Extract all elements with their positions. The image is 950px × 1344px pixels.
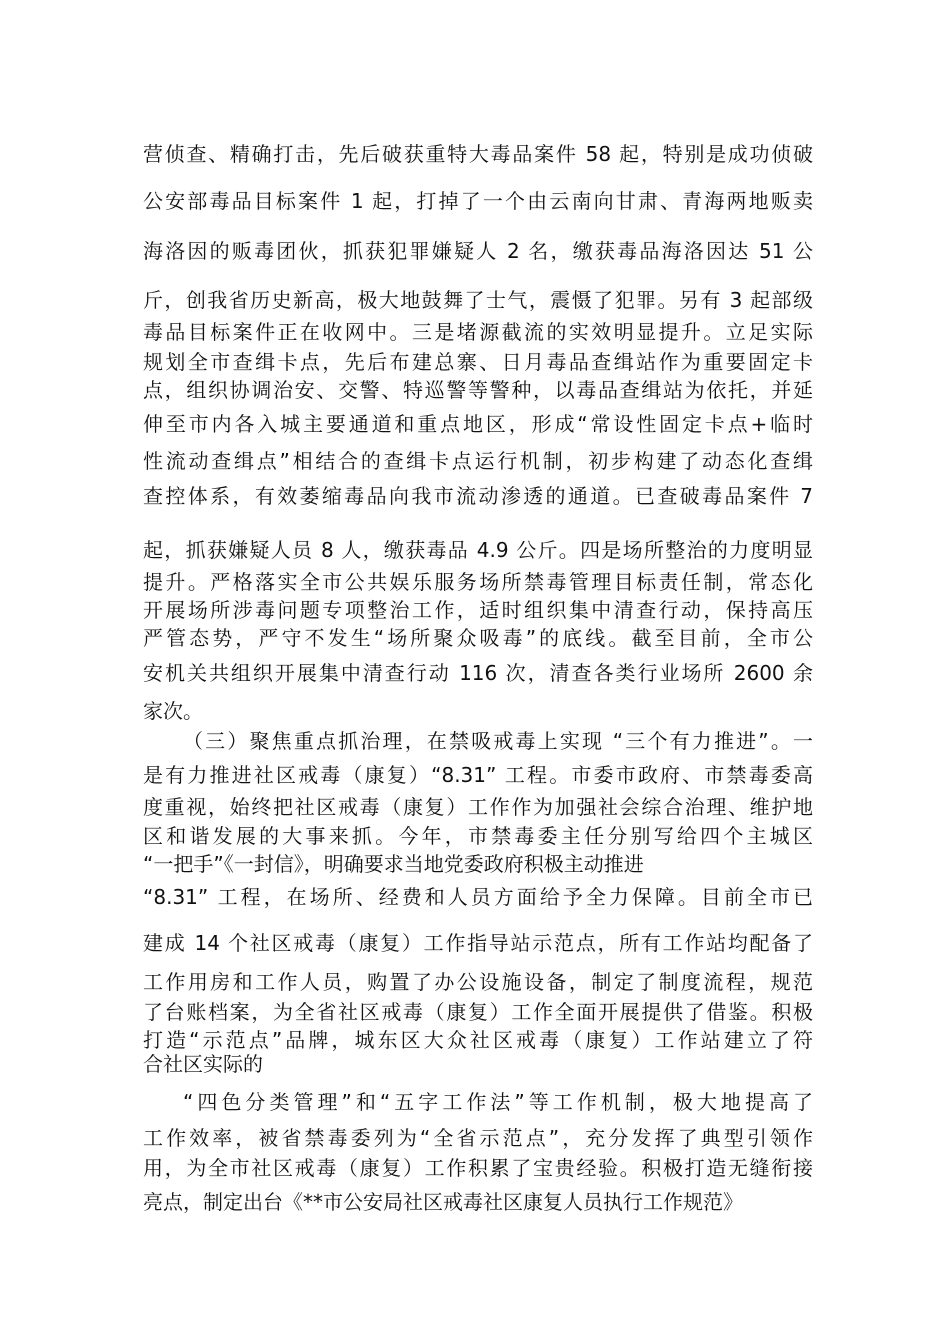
text-line-3: 海洛因的贩毒团伙，抓获犯罪嫌疑人 2 名，缴获毒品海洛因达 51 公: [143, 239, 813, 263]
text-line-23: 建成 14 个社区戒毒（康复）工作指导站示范点，所有工作站均配备了: [143, 931, 813, 955]
text-line-13: 开展场所涉毒问题专项整治工作，适时组织集中清查行动，保持高压: [143, 598, 813, 622]
text-line-22: “8.31” 工程，在场所、经费和人员方面给予全力保障。目前全市已: [143, 885, 813, 909]
text-line-26: 打造“示范点”品牌，城东区大众社区戒毒（康复）工作站建立了符: [143, 1028, 813, 1052]
text-line-18: 是有力推进社区戒毒（康复）“8.31” 工程。市委市政府、市禁毒委高: [143, 763, 813, 787]
text-line-4: 斤，创我省历史新高，极大地鼓舞了士气，震慑了犯罪。另有 3 起部级: [143, 288, 813, 312]
text-line-29: 工作效率，被省禁毒委列为“全省示范点”，充分发挥了典型引领作: [143, 1126, 813, 1150]
text-line-28: “四色分类管理”和“五字工作法”等工作机制，极大地提高了: [183, 1090, 813, 1114]
text-line-1: 营侦查、精确打击，先后破获重特大毒品案件 58 起，特别是成功侦破: [143, 142, 813, 166]
text-line-21: “一把手”《一封信》，明确要求当地党委政府积极主动推进: [143, 852, 644, 876]
text-line-7: 点，组织协调治安、交警、特巡警等警种，以毒品查缉站为依托，并延: [143, 378, 813, 402]
text-line-12: 提升。严格落实全市公共娱乐服务场所禁毒管理目标责任制，常态化: [143, 570, 813, 594]
text-line-15: 安机关共组织开展集中清查行动 116 次，清查各类行业场所 2600 余: [143, 661, 813, 685]
text-line-11: 起，抓获嫌疑人员 8 人，缴获毒品 4.9 公斤。四是场所整治的力度明显: [143, 538, 813, 562]
text-line-2: 公安部毒品目标案件 1 起，打掉了一个由云南向甘肃、青海两地贩卖: [143, 189, 813, 213]
text-line-6: 规划全市查缉卡点，先后布建总寨、日月毒品查缉站作为重要固定卡: [143, 350, 813, 374]
text-line-17: （三）聚焦重点抓治理，在禁吸戒毒上实现 “三个有力推进”。一: [183, 729, 813, 753]
text-line-14: 严管态势，严守不发生“场所聚众吸毒”的底线。截至目前，全市公: [143, 626, 813, 650]
text-line-30: 用，为全市社区戒毒（康复）工作积累了宝贵经验。积极打造无缝衔接: [143, 1156, 813, 1180]
text-line-31: 亮点，制定出台《**市公安局社区戒毒社区康复人员执行工作规范》: [143, 1190, 743, 1214]
text-line-20: 区和谐发展的大事来抓。今年，市禁毒委主任分别写给四个主城区: [143, 824, 813, 848]
text-line-24: 工作用房和工作人员，购置了办公设施设备，制定了制度流程，规范: [143, 970, 813, 994]
text-line-19: 度重视，始终把社区戒毒（康复）工作作为加强社会综合治理、维护地: [143, 795, 813, 819]
text-line-10: 查控体系，有效萎缩毒品向我市流动渗透的通道。已查破毒品案件 7: [143, 484, 813, 508]
text-line-16: 家次。: [143, 699, 203, 723]
text-line-8: 伸至市内各入城主要通道和重点地区，形成“常设性固定卡点+临时: [143, 412, 813, 436]
text-line-25: 了台账档案，为全省社区戒毒（康复）工作全面开展提供了借鉴。积极: [143, 1000, 813, 1024]
text-line-27: 合社区实际的: [143, 1052, 263, 1076]
text-line-9: 性流动查缉点”相结合的查缉卡点运行机制，初步构建了动态化查缉: [143, 449, 813, 473]
text-line-5: 毒品目标案件正在收网中。三是堵源截流的实效明显提升。立足实际: [143, 320, 813, 344]
